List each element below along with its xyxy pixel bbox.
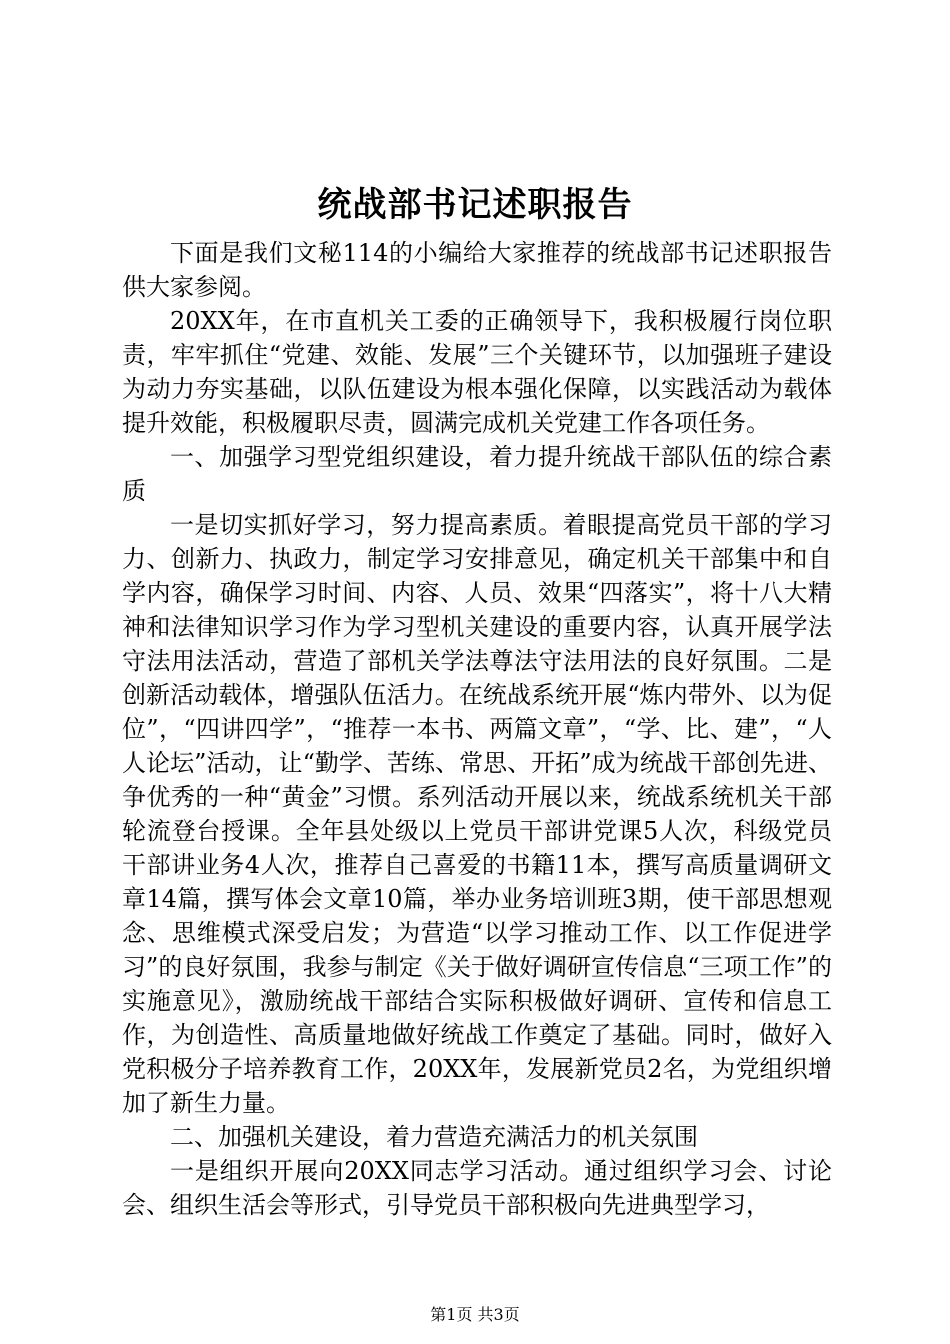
document-body xyxy=(122,236,832,1222)
summary-paragraph: 20XX年，在市直机关工委的正确领导下，我积极履行岗位职责，牢牢抓住“党建、效能、发展”三个关键环节，以加强班子建设为动力夯实基础，以队伍建设为根本强化保障，以实践活动为载体提升效能，积极履职尽责，圆满完成机关党建工作各项任务。 xyxy=(122,307,832,437)
section-heading-1: 一、加强学习型党组织建设，着力提升统战干部队伍的综合素质 xyxy=(122,443,832,505)
page-footer: 第1页 共3页 xyxy=(430,1305,520,1324)
section-heading-2: 二、加强机关建设，着力营造充满活力的机关氛围 xyxy=(170,1123,698,1151)
section-2-paragraph: 一是组织开展向20XX同志学习活动。通过组织学习会、讨论会、组织生活会等形式，引导党员干部积极向先进典型学习， xyxy=(122,1157,832,1219)
document-title: 统战部书记述职报告 xyxy=(317,184,633,225)
section-1-paragraph: 一是切实抓好学习，努力提高素质。着眼提高党员干部的学习力、创新力、执政力，制定学习安排意见，确定机关干部集中和自学内容，确保学习时间、内容、人员、效果“四落实”，将十八大精神和法律知识学习作为学习型机关建设的重要内容，认真开展学法守法用法活动，营造了部机关学法尊法守法用法的良好氛围。二是创新活动载体，增强队伍活力。在统战系统开展“炼内带外、以为促位”，“四讲四学”，“推荐一本书、两篇文章”，“学、比、建”，“人人论坛”活动，让“勤学、苦练、常思、开拓”成为统战干部创先进、争优秀的一种“黄金”习惯。系列活动开展以来，统战系统机关干部轮流登台授课。全年县处级以上党员干部讲党课5人次，科级党员干部讲业务4人次，推荐自己喜爱的书籍11本，撰写高质量调研文章14篇，撰写体会文章10篇，举办业务培训班3期，使干部思想观念、思维模式深受启发；为营造“以学习推动工作、以工作促进学习”的良好氛围，我参与制定《关于做好调研宣传信息“三项工作”的实施意见》，激励统战干部结合实际积极做好调研、宣传和信息工作，为创造性、高质量地做好统战工作奠定了基础。同时，做好入党积极分子培养教育工作，20XX年，发展新党员2名，为党组织增加了新生力量。 xyxy=(122,511,832,1117)
intro-paragraph: 下面是我们文秘114的小编给大家推荐的统战部书记述职报告供大家参阅。 xyxy=(122,239,832,301)
